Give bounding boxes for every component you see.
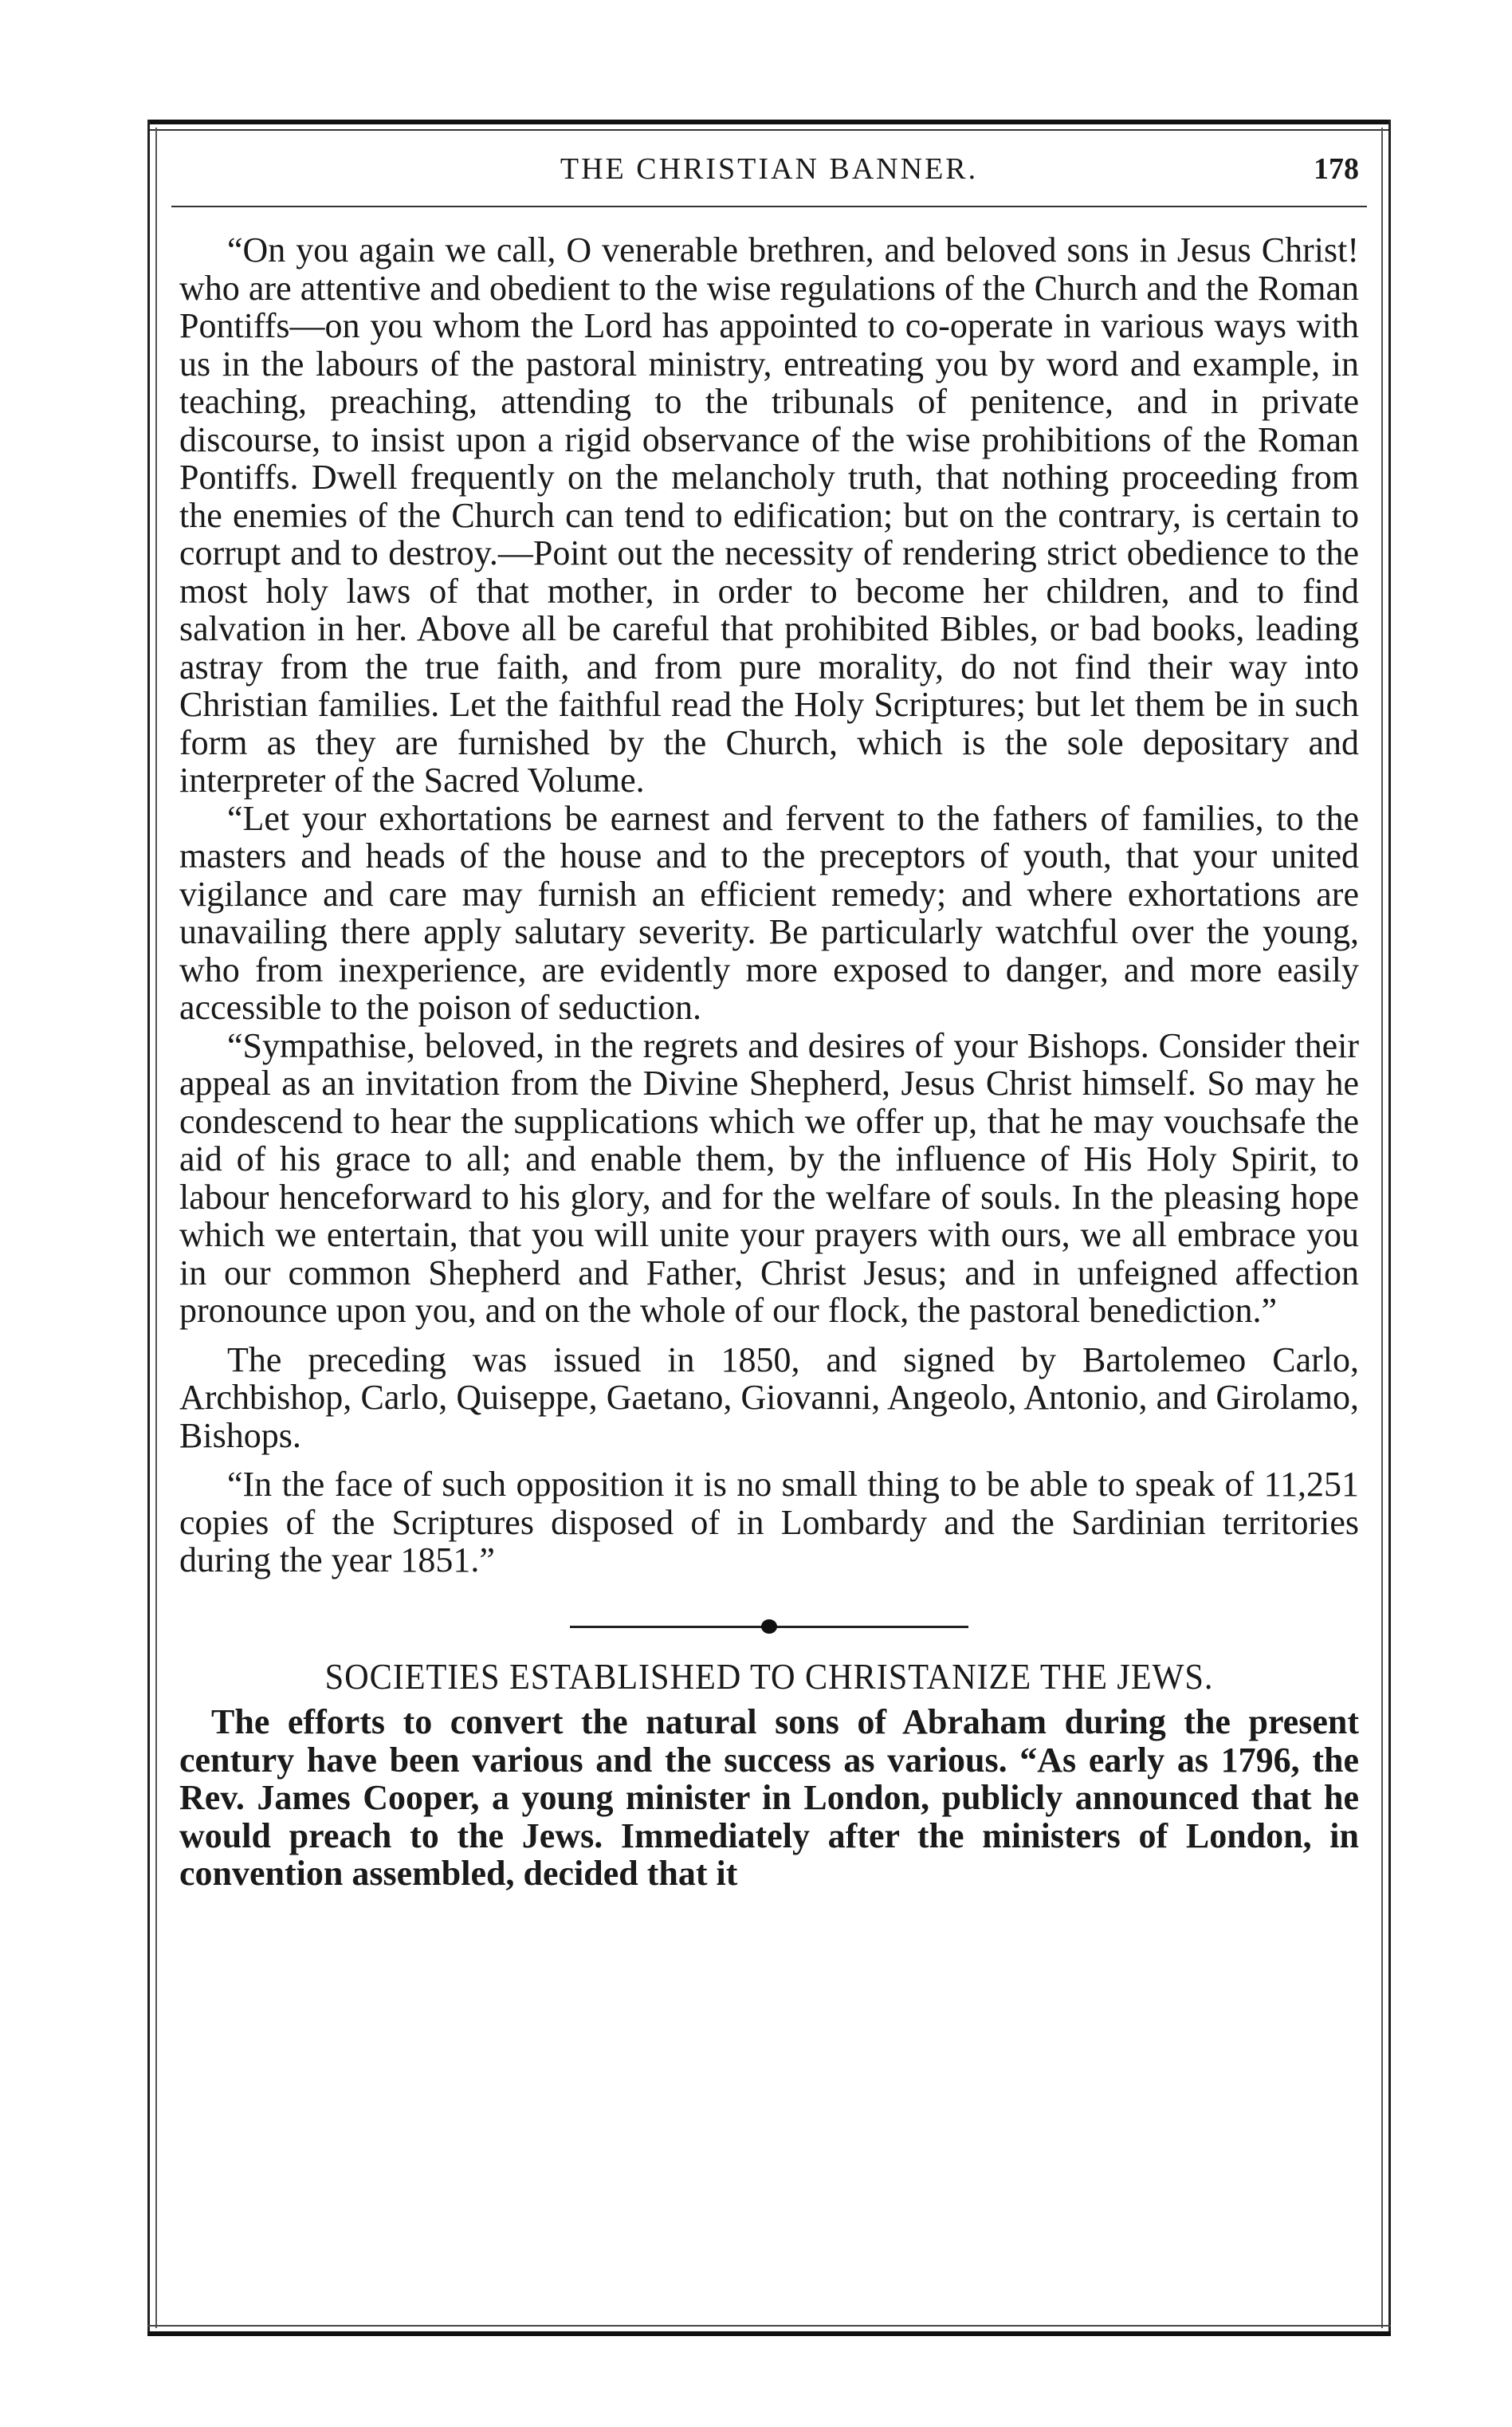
page [147,120,1391,2336]
page-number: 178 [1314,152,1359,186]
frame-top-inner-rule [147,129,1391,131]
paragraph-scripture-count: “In the face of such opposition it is no small thing to be able to speak of 11,251 copies of the Scriptures disposed of in Lombardy and the Sardinian territories during the year 1851.” [179,1465,1359,1579]
body-text [179,231,1359,1893]
running-title: THE CHRISTIAN BANNER. [560,152,979,186]
section-body [179,1703,1359,1893]
running-head [147,151,1391,199]
paragraph-2: “Let your exhortations be earnest and fervent to the fathers of families, to the masters and heads of the house and to the preceptors of youth, that your united vigilance and care may furnish an efficient remedy; and where exhortations are unavailing there apply salutary severity. Be particularly watchful over the young, who from inexperience, are evidently more exposed to danger, and more easily accessible to the poison of seduction. [179,798,1359,1027]
paragraph-3: “Sympathise, beloved, in the regrets and desires of your Bishops. Consider their appeal as an invitation from the Divine Shepherd, Jesus Christ himself. So may he condescend to hear the supplications which we offer up, that he may vouchsafe the aid of his grace to all; and enable them, by the influence of His Holy Spirit, to labour henceforward to his glory, and for the welfare of souls. In the pleasing hope which we entertain, that you will unite your prayers with ours, we all embrace you in our common Shepherd and Father, Christ Jesus; and in unfeigned affection pronounce upon you, and on the whole of our flock, the pastoral benediction.” [179,1025,1359,1330]
frame-bottom-rule [147,2331,1391,2336]
section-heading: SOCIETIES ESTABLISHED TO CHRISTANIZE THE JEWS. [324,1655,1214,1697]
paragraph-1: “On you again we call, O venerable brethren, and beloved sons in Jesus Christ! who are attentive and obedient to the wise regulations of the Church and the Roman Pontiffs—on you whom the Lord has appointed to co-operate in various ways with us in the labours of the pastoral ministry, entreating you by word and example, in teaching, preaching, attending to the tribunals of penitence, and in private discourse, to insist upon a rigid observance of the wise prohibitions of the Roman Pontiffs. Dwell frequently on the melancholy truth, that nothing proceeding from the enemies of the Church can tend to edification; but on the contrary, is certain to corrupt and to destroy.—Point out the necessity of rendering strict obedience to the most holy laws of that mother, in order to become her children, and to find salvation in her. Above all be careful that prohibited Bibles, or bad books, leading astray from the true faith, and from pure morality, do not find their way into Christian families. Let the faithful read the Holy Scriptures; but let them be in such form as they are furnished by the Church, which is the sole depositary and interpreter of the Sacred Volume. [179,230,1359,800]
frame-left-inner-rule [155,128,157,2328]
frame-right-inner-rule [1381,128,1383,2328]
section-divider [179,1611,1359,1643]
frame-right-rule [1388,120,1391,2336]
divider-ornament [761,1619,777,1634]
section-paragraph: The efforts to convert the natural sons of Abraham during the present century have been various and the success as various. “As early as 1796, the Rev. James Cooper, a young minister in London, publicly announced that he would preach to the Jews. Immediately after the ministers of London, in convention assembled, decided that it [179,1702,1359,1893]
frame-left-rule [147,120,150,2336]
header-rule [171,206,1367,207]
paragraph-signers: The preceding was issued in 1850, and signed by Bartolemeo Carlo, Archbishop, Carlo, Quiseppe, Gaetano, Giovanni, Angeolo, Antonio, and Girolamo, Bishops. [179,1339,1359,1455]
frame-top-rule [147,120,1391,124]
frame-bottom-inner-rule [147,2325,1391,2327]
